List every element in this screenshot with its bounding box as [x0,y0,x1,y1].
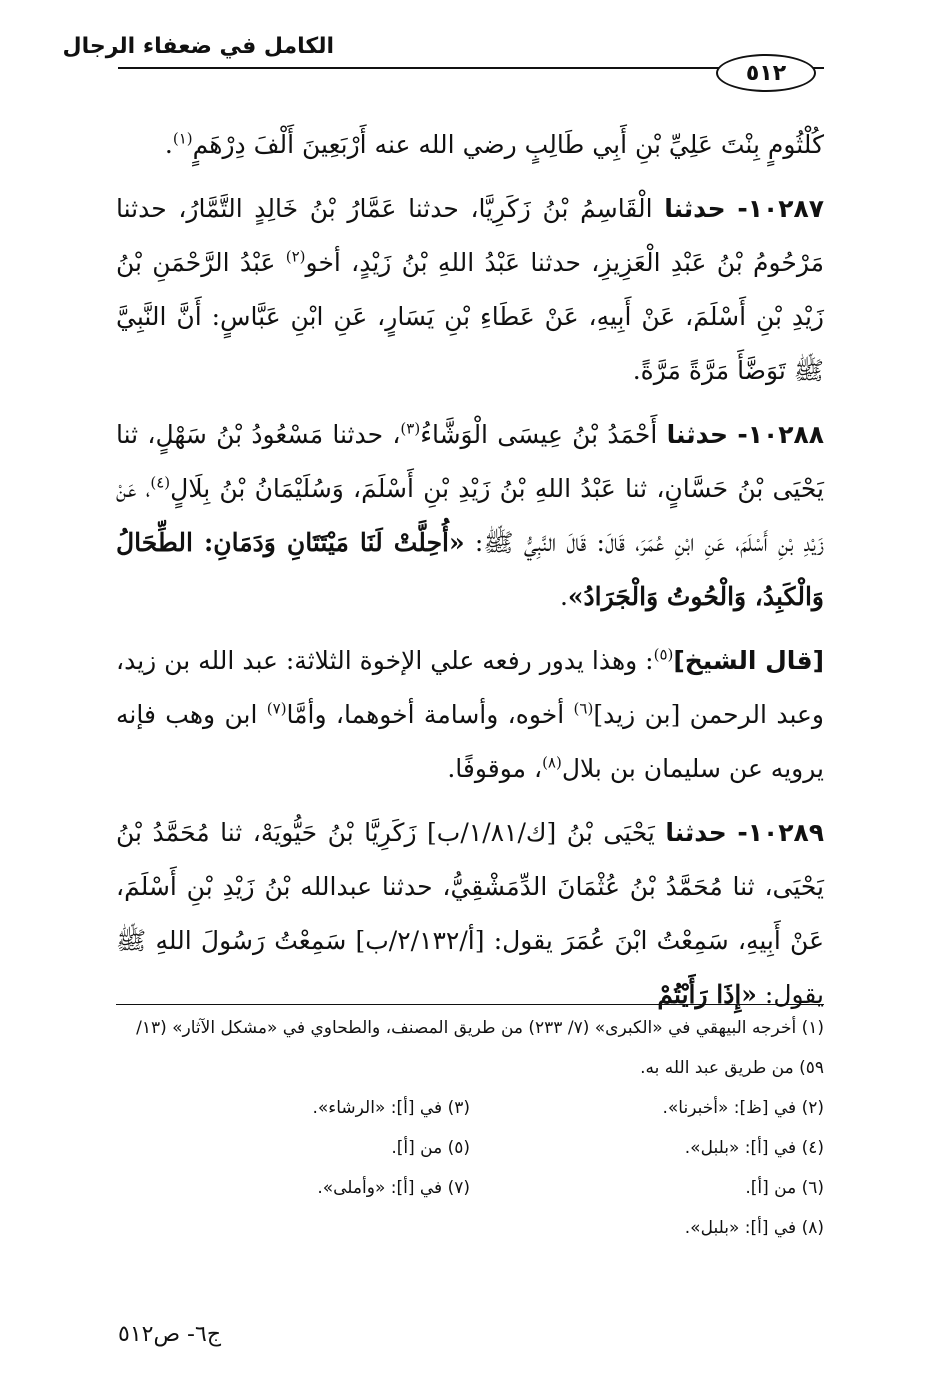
footnote-ref-3: (٣) [400,419,421,438]
footnote-ref-4: (٤) [150,473,171,492]
hadith-10289: ١٠٢٨٩- حدثنا يَحْيَى بْنُ [ك/١/٨١/ب] زَكَرِيَّا بْنُ حَيُّويَهْ، ثنا مُحَمَّدُ بْنُ يَحْيَى، ثنا مُحَمَّدُ بْنُ عُثْمَانَ الدِّمَشْقِيُّ، حدثنا عبدالله بْنُ زَيْدِ بْنِ أَسْلَمَ، عَنْ أَبِيهِ، سَمِعْتُ ابْنَ عُمَرَ يقول: [أ/٢/١٣٢/ب] سَمِعْتُ رَسُولَ اللهِ ﷺ يقول: «إِذَا رَأَيْتُمْ [116,818,824,1009]
footnote-6: (٦) من [أ]. [745,1178,824,1198]
footnote-ref-7: (٧) [266,699,287,718]
running-title: الكامل في ضعفاء الرجال [62,34,334,59]
narration-keyword: حدثنا [665,818,727,847]
hadith-number: ١٠٢٨٧- [737,194,824,223]
main-text [116,118,824,1022]
footnote-ref-5: (٥) [653,645,674,664]
footnote-3: (٣) في [أ]: «الرشاء». [312,1098,470,1118]
footnote-rule [116,1004,824,1005]
hadith-10287: ١٠٢٨٧- حدثنا الْقَاسِمُ بْنُ زَكَرِيَّا، حدثنا عَمَّارُ بْنُ خَالِدٍ التَّمَّارُ، حدثنا مَرْحُومُ بْنُ عَبْدِ الْعَزِيزِ، حدثنا عَبْدُ اللهِ بْنُ زَيْدٍ، أخو$^{(٢)}$ عَبْدُ الرَّحْمَنِ بْنُ زَيْدِ بْنِ أَسْلَمَ، عَنْ أَبِيهِ، عَنْ عَطَاءِ بْنِ يَسَارٍ، عَنِ ابْنِ عَبَّاسٍ: أَنَّ النَّبِيَّ ﷺ تَوَضَّأَ مَرَّةً مَرَّةً. [116,194,825,385]
narration-keyword: حدثنا [664,194,726,223]
volume-page-reference: ج٦- ص٥١٢ [118,1322,222,1347]
paragraph-continuation: كُلْثُومٍ بِنْتَ عَلِيِّ بْنِ أَبِي طَالِبٍ رضي الله عنه أَرْبَعِينَ أَلْفَ دِرْهَمٍ$^{(١)}$. [164,129,824,159]
footnote-5: (٥) من [أ]. [391,1138,470,1158]
footnote-row [116,1168,824,1208]
commentary-paragraph: [قال الشيخ]$^{(٥)}$: وهذا يدور رفعه علي الإخوة الثلاثة: عبد الله بن زيد، وعبد الرحمن [بن زيد]$^{(٦)}$ أخوه، وأسامة أخوهما، وأمَّا$^{(٧)}$ ابن وهب فإنه يرويه عن سليمان بن بلال$^{(٨)}$، موقوفًا. [116,645,824,783]
footnotes [116,1008,824,1248]
page-number-badge: ٥١٢ [716,54,816,92]
hadith-text: «أُحِلَّتْ لَنَا مَيْتَتَانِ وَدَمَانِ: الطِّحَالُ وَالْكَبِدُ، وَالْحُوتُ وَالْجَرَادُ» [116,528,824,611]
footnote-row [116,1088,824,1128]
hadith-number: ١٠٢٨٩- [737,818,824,847]
footnote-row [116,1208,824,1248]
footnote-7: (٧) في [أ]: «وأملى». [317,1178,470,1198]
footnote-ref-2: (٢) [285,247,306,266]
footnote-2: (٢) في [ظ]: «أخبرنا». [662,1098,824,1118]
footnote-ref-8: (٨) [542,753,562,772]
footnote-4: (٤) في [أ]: «بلبل». [684,1138,824,1158]
footnote-ref-1: (١) [172,129,193,148]
hadith-10288: ١٠٢٨٨- حدثنا أَحْمَدُ بْنُ عِيسَى الْوَشَّاءُ$^{(٣)}$، حدثنا مَسْعُودُ بْنُ سَهْلٍ، ثنا يَحْيَى بْنُ حَسَّانٍ، ثنا عَبْدُ اللهِ بْنُ زَيْدِ بْنِ أَسْلَمَ، وَسُلَيْمَانُ بْنُ بِلَالٍ$^{(٤)}$، عَنْ زَيْدِ بْنِ أَسْلَمَ، عَنِ ابْنِ عُمَرَ، قَالَ: قَالَ النَّبِيُّ ﷺ: «أُحِلَّتْ لَنَا مَيْتَتَانِ وَدَمَانِ: الطِّحَالُ وَالْكَبِدُ، وَالْحُوتُ وَالْجَرَادُ». [116,419,825,611]
hadith-number: ١٠٢٨٨- [737,420,825,449]
footnote-row [116,1128,824,1168]
footnote-ref-6: (٦) [573,699,594,718]
hadith-text: «إِذَا رَأَيْتُمْ [657,980,757,1009]
narration-keyword: حدثنا [666,420,729,449]
sheikh-label: [قال الشيخ] [673,646,824,675]
footnote-1: (١) أخرجه البيهقي في «الكبرى» (٧/ ٢٣٣) من طريق المصنف، والطحاوي في «مشكل الآثار» (١٣/ ٥٩) من طريق عبد الله به. [136,1018,824,1078]
footnote-8: (٨) في [أ]: «بلبل». [684,1218,824,1238]
